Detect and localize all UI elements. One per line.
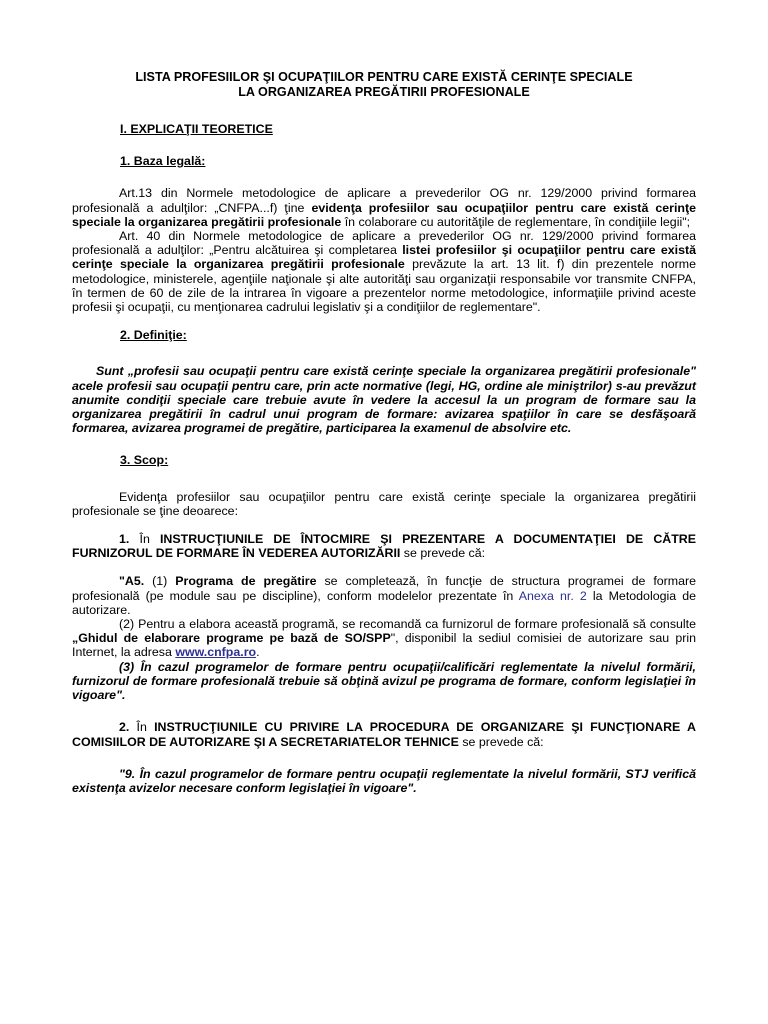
a5-ghid: „Ghidul de elaborare programe pe bază de SO/SPP bbox=[72, 631, 391, 646]
scop-item-1 bbox=[72, 532, 696, 560]
paragraph-a5-2 bbox=[72, 617, 696, 660]
item-1-instructiuni: INSTRUCŢIUNILE DE ÎNTOCMIRE ŞI PREZENTARE A DOCUMENTAŢIEI DE CĂTRE FURNIZORUL DE FORMARE ÎN VEDEREA AUTORIZĂRII bbox=[72, 532, 696, 561]
paragraph-art40 bbox=[72, 229, 696, 314]
heading-baza-legala: 1. Baza legală: bbox=[120, 154, 206, 169]
a5-t2: la Metodologia de autorizare. bbox=[72, 588, 697, 617]
paragraph-point-9: "9. În cazul programelor de formare pentru ocupaţii reglementate la nivelul formării, STJ verifică existenţa avizelor necesare conform legislaţiei în vigoare". bbox=[72, 766, 696, 795]
a5-p2b: ", disponibil la sediul comisiei de autorizare sau prin Internet, la adresa bbox=[72, 631, 696, 660]
a5-s1: (1) bbox=[144, 574, 176, 589]
document-body bbox=[72, 70, 696, 795]
a5-lead: "A5. bbox=[119, 574, 145, 589]
a5-p2a: (2) Pentru a elabora această programă, se recomandă ca furnizorul de formare profesională să consulte bbox=[119, 617, 696, 632]
item-1-number: 1. bbox=[119, 532, 130, 547]
item-2-post: se prevede că: bbox=[458, 734, 544, 749]
item-2-instructiuni: INSTRUCŢIUNILE CU PRIVIRE LA PROCEDURA DE ORGANIZARE ŞI FUNCŢIONARE A COMISIILOR DE AUTORIZARE ŞI A SECRETARIATELOR TEHNICE bbox=[72, 720, 696, 749]
paragraph-scop-intro: Evidenţa profesiilor sau ocupaţiilor pentru care există cerinţe speciale la organizarea pregătirii profesionale se ţine deoarece: bbox=[72, 489, 696, 518]
item-1-post: se prevede că: bbox=[400, 546, 486, 561]
document-title-line1: LISTA PROFESIILOR ŞI OCUPAŢIILOR PENTRU CARE EXISTĂ CERINŢE SPECIALE bbox=[135, 70, 633, 84]
paragraph-a5-1 bbox=[72, 574, 696, 617]
art40-text-c: prevăzute la art. 13 lit. f) din prezentele norme metodologice, ministerele, agenţiile naţionale şi alte autorităţi sau organizaţii responsabile vor transmite CNFPA, în termen de 60 de zile de la intrarea în vigoare a prezentelor norme metodologice, informaţiile privind aceste profesii şi ocupaţii, cu menţionarea cadrului legislativ şi a condiţiilor de reglementare". bbox=[72, 257, 696, 315]
cnfpa-website-link[interactable]: www.cnfpa.ro bbox=[175, 645, 257, 660]
item-2-number: 2. bbox=[119, 720, 130, 735]
item-2-pre: În bbox=[129, 720, 155, 735]
heading-definitie: 2. Definiţie: bbox=[120, 328, 187, 343]
paragraph-a5-3: (3) În cazul programelor de formare pentru ocupaţii/calificări reglementate la nivelul formării, furnizorul de formare profesională trebuie să obţină avizul pe programa de formare, conform legislaţiei în vigoare". bbox=[72, 659, 696, 703]
art40-text-bold: listei profesiilor şi ocupaţiilor pentru care există cerinţe speciale la organizarea pregătirii profesionale bbox=[72, 243, 696, 272]
art40-text-a: Art. 40 din Normele metodologice de aplicare a prevederilor OG nr. 129/2000 privind formarea profesională a adulţilor: „Pentru alcătuirea şi completarea bbox=[72, 229, 696, 258]
art13-text-bold: evidenţa profesiilor sau ocupaţiilor pentru care există cerinţe speciale la organizarea pregătirii profesionale bbox=[72, 200, 696, 229]
document-title-line2: LA ORGANIZAREA PREGĂTIRII PROFESIONALE bbox=[238, 85, 530, 99]
art13-text-a: Art.13 din Normele metodologice de aplicare a prevederilor OG nr. 129/2000 privind formarea profesională a adulţilor: „CNFPA...f) ţine bbox=[72, 186, 696, 215]
paragraph-definitie: Sunt „profesii sau ocupaţii pentru care există cerinţe speciale la organizarea pregătirii profesionale" acele profesii sau ocupaţii pentru care, prin acte normative (legi, HG, ordine ale miniştrilor) s-au prevăzut anumite condiţii speciale care trebuie avute în vedere la accesul la un program de formare sau la organizarea pregătirii în cadrul unui program de formare: avizarea spaţiilor în care se desfăşoară formarea, avizarea programei de pregătire, participarea la examenul de absolvire etc. bbox=[72, 364, 696, 436]
anexa-2-link[interactable]: Anexa nr. 2 bbox=[518, 588, 587, 603]
a5-programa: Programa de pregătire bbox=[175, 574, 317, 589]
art13-text-c: în colaborare cu autorităţile de reglementare, în condiţiile legii"; bbox=[341, 214, 691, 229]
a5-t1: se completează, în funcţie de structura programei de formare profesională (pe module sau pe discipline), conform modelelor prezentate în bbox=[72, 574, 697, 603]
scop-item-2 bbox=[72, 720, 696, 748]
section-heading-explicatii: I. EXPLICAŢII TEORETICE bbox=[120, 122, 273, 136]
item-1-pre: În bbox=[129, 532, 160, 547]
heading-scop: 3. Scop: bbox=[120, 453, 169, 468]
a5-p2c: . bbox=[256, 645, 260, 660]
paragraph-art13 bbox=[72, 186, 696, 229]
